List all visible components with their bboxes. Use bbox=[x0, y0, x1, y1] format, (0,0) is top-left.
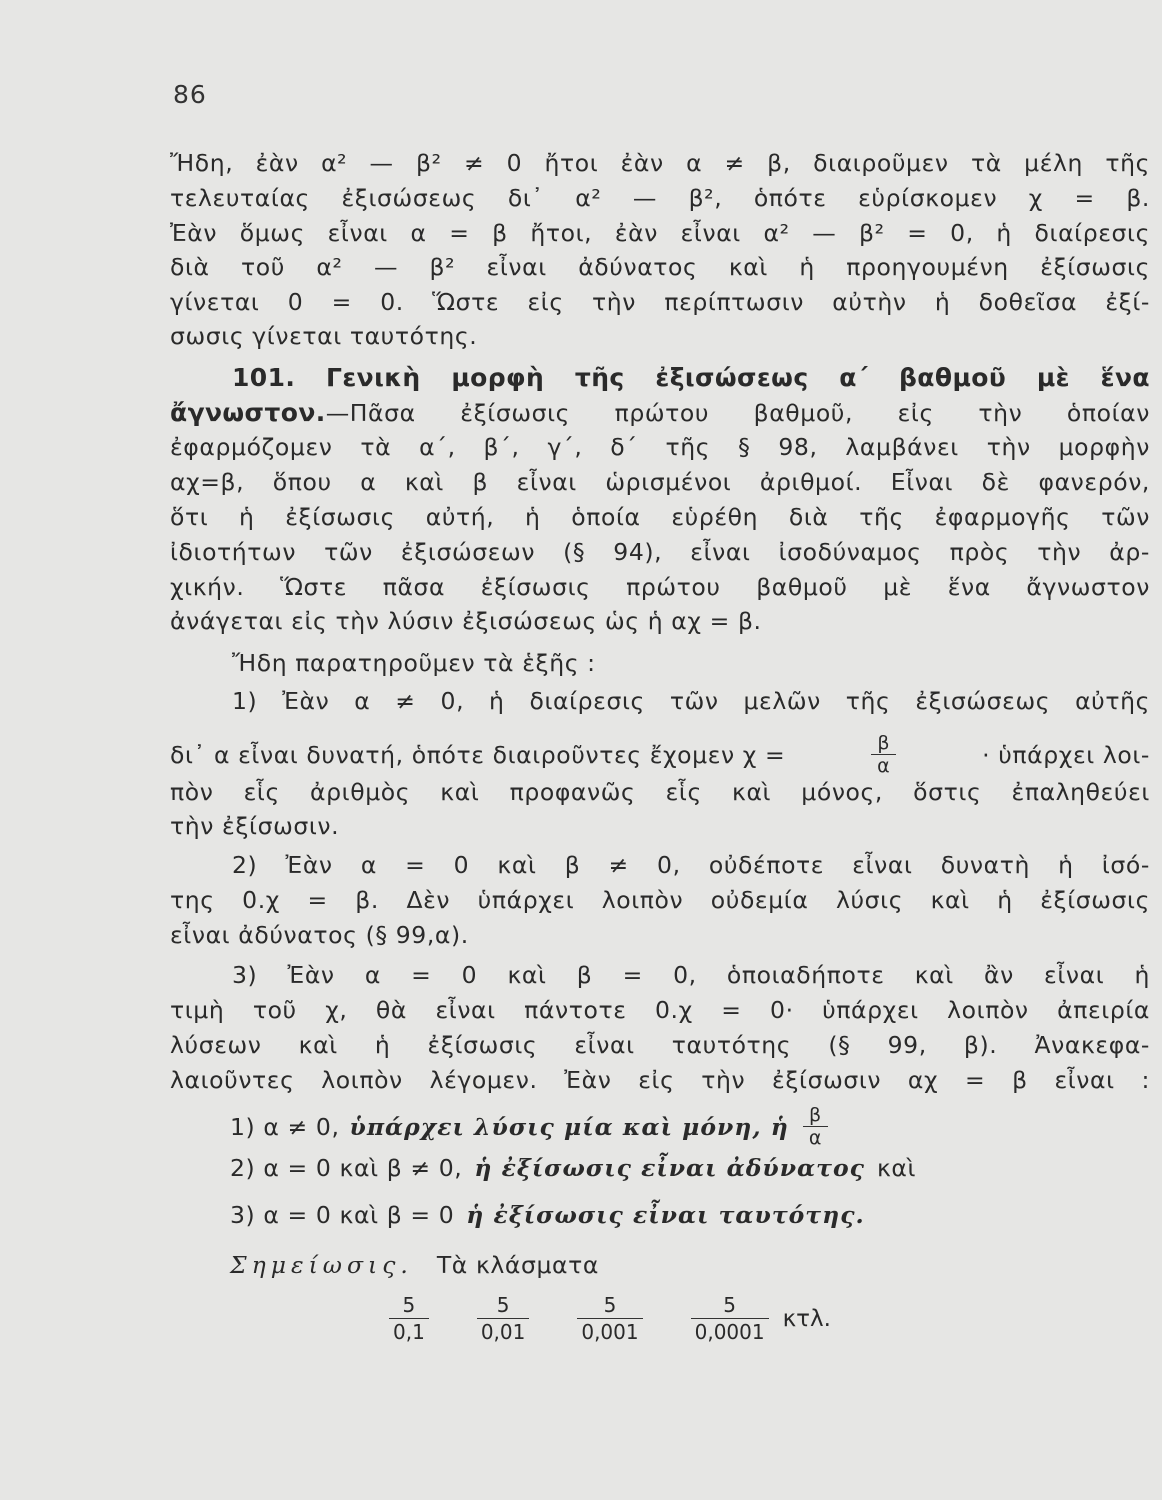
fraction-numerator: 5 bbox=[402, 1293, 416, 1317]
fractions-row bbox=[385, 1292, 831, 1345]
fraction bbox=[477, 1292, 530, 1345]
fraction-numerator: 5 bbox=[496, 1293, 510, 1317]
text-line: Ἤδη, ἐὰν α² — β² ≠ 0 ἤτοι ἐὰν α ≠ β, διαιροῦμεν τὰ μέλη τῆς bbox=[170, 149, 1150, 177]
text-line: σωσις γίνεται ταυτότης. bbox=[170, 322, 478, 350]
emphasis-text: ἡ ἐξίσωσις εἶναι ταυτότης. bbox=[466, 1201, 865, 1229]
emphasis-text: ἡ ἐξίσωσις εἶναι ἀδύνατος bbox=[474, 1154, 865, 1182]
text-fragment: δι᾽ α εἶναι δυνατή, ὁπότε διαιροῦντες ἔχομεν χ = bbox=[170, 740, 786, 769]
text-line: διὰ τοῦ α² — β² εἶναι ἀδύνατος καὶ ἡ προηγουμένη ἐξίσωσις bbox=[170, 253, 1150, 281]
text-line: χικήν. Ὥστε πᾶσα ἐξίσωσις πρώτου βαθμοῦ μὲ ἕνα ἄγνωστον bbox=[170, 573, 1150, 601]
text-line: τιμὴ τοῦ χ, θὰ εἶναι πάντοτε 0.χ = 0· ὑπάρχει λοιπὸν ἀπειρία bbox=[170, 996, 1150, 1024]
fraction bbox=[803, 1104, 828, 1149]
text-line: τὴν ἐξίσωσιν. bbox=[170, 812, 340, 840]
text-line: ἐφαρμόζομεν τὰ α΄, β΄, γ΄, δ΄ τῆς § 98, λαμβάνει τὴν μορφὴν bbox=[170, 433, 1150, 461]
text-fragment: · ὑπάρχει λοι- bbox=[982, 740, 1150, 769]
fraction-denominator: 0,001 bbox=[577, 1318, 642, 1345]
section-heading-cont: ἄγνωστον. bbox=[170, 398, 326, 427]
fraction-denominator: α bbox=[803, 1126, 828, 1149]
emphasis-text: ὑπάρχει λύσις μία καὶ μόνη, ἡ bbox=[349, 1112, 789, 1141]
text-line: εἶναι ἀδύνατος (§ 99,α). bbox=[170, 921, 469, 949]
fraction-numerator: β bbox=[877, 732, 891, 754]
text-line: Ἤδη παρατηροῦμεν τὰ ἑξῆς : bbox=[232, 649, 596, 677]
summary-item-3 bbox=[230, 1200, 1130, 1230]
text-line: της 0.χ = β. Δὲν ὑπάρχει λοιπὸν οὐδεμία λύσις καὶ ἡ ἐξίσωσις bbox=[170, 886, 1150, 914]
fraction-denominator: 0,1 bbox=[389, 1318, 429, 1345]
text-fragment: 3) α = 0 καὶ β = 0 bbox=[230, 1201, 455, 1229]
fraction-denominator: α bbox=[871, 754, 896, 777]
fraction bbox=[389, 1292, 429, 1345]
text-fragment: 1) α ≠ 0, bbox=[230, 1112, 340, 1141]
text-line: λαιοῦντες λοιπὸν λέγομεν. Ἐὰν εἰς τὴν ἐξίσωσιν αχ = β εἶναι : bbox=[170, 1066, 1150, 1094]
text-fragment: —Πᾶσα ἐξίσωσις πρώτου βαθμοῦ, εἰς τὴν ὁποίαν bbox=[325, 399, 1150, 427]
text-line: 1) Ἐὰν α ≠ 0, ἡ διαίρεσις τῶν μελῶν τῆς ἐξισώσεως αὐτῆς bbox=[232, 687, 1150, 715]
fraction-numerator: 5 bbox=[603, 1293, 617, 1317]
text-line: Ἐὰν ὅμως εἶναι α = β ἤτοι, ἐὰν εἶναι α² — β² = 0, ἡ διαίρεσις bbox=[170, 219, 1150, 247]
summary-item-1 bbox=[230, 1104, 930, 1149]
text-line: τελευταίας ἐξισώσεως δι᾽ α² — β², ὁπότε εὑρίσκομεν χ = β. bbox=[170, 184, 1150, 212]
note-text: Τὰ κλάσματα bbox=[436, 1251, 599, 1279]
fraction-numerator: 5 bbox=[723, 1293, 736, 1317]
text-line: ἀνάγεται εἰς τὴν λύσιν ἐξισώσεως ὡς ἡ αχ = β. bbox=[170, 607, 762, 635]
summary-item-2 bbox=[230, 1153, 1130, 1183]
text-line: γίνεται 0 = 0. Ὥστε εἰς τὴν περίπτωσιν αὐτὴν ἡ δοθεῖσα ἐξί- bbox=[170, 288, 1150, 316]
text-line: 2) Ἐὰν α = 0 καὶ β ≠ 0, οὐδέποτε εἶναι δυνατὴ ἡ ἰσό- bbox=[232, 851, 1150, 879]
text-line: αχ=β, ὅπου α καὶ β εἶναι ὡρισμένοι ἀριθμοί. Εἶναι δὲ φανερόν, bbox=[170, 468, 1150, 496]
note-line bbox=[230, 1250, 930, 1280]
note-label: Σημείωσις. bbox=[230, 1251, 413, 1279]
text-line: ἰδιοτήτων τῶν ἐξισώσεων (§ 94), εἶναι ἰσοδύναμος πρὸς τὴν ἀρ- bbox=[170, 538, 1150, 566]
fraction-denominator: 0,0001 bbox=[691, 1318, 769, 1345]
text-fragment: κτλ. bbox=[782, 1305, 831, 1332]
text-line: λύσεων καὶ ἡ ἐξίσωσις εἶναι ταυτότης (§ 99, β). Ἀνακεφα- bbox=[170, 1031, 1150, 1059]
page-number: 86 bbox=[173, 80, 207, 109]
fraction bbox=[691, 1292, 769, 1345]
fraction bbox=[871, 732, 896, 777]
text-line: ὅτι ἡ ἐξίσωσις αὐτή, ἡ ὁποία εὑρέθη διὰ τῆς ἐφαρμογῆς τῶν bbox=[170, 503, 1150, 531]
text-line: 3) Ἐὰν α = 0 καὶ β = 0, ὁποιαδήποτε καὶ ἂν εἶναι ἡ bbox=[232, 961, 1150, 989]
text-fragment: καὶ bbox=[876, 1154, 917, 1182]
text-fragment: 2) α = 0 καὶ β ≠ 0, bbox=[230, 1154, 463, 1182]
text-line bbox=[170, 732, 1150, 777]
fraction bbox=[577, 1292, 642, 1345]
fraction-denominator: 0,01 bbox=[477, 1318, 530, 1345]
text-line bbox=[170, 398, 1150, 428]
text-line: πὸν εἷς ἀριθμὸς καὶ προφανῶς εἷς καὶ μόνος, ὅστις ἐπαληθεύει bbox=[170, 778, 1150, 806]
section-heading: 101. Γενικὴ μορφὴ τῆς ἐξισώσεως α΄ βαθμοῦ μὲ ἕνα bbox=[232, 363, 1150, 392]
fraction-numerator: β bbox=[809, 1104, 822, 1126]
